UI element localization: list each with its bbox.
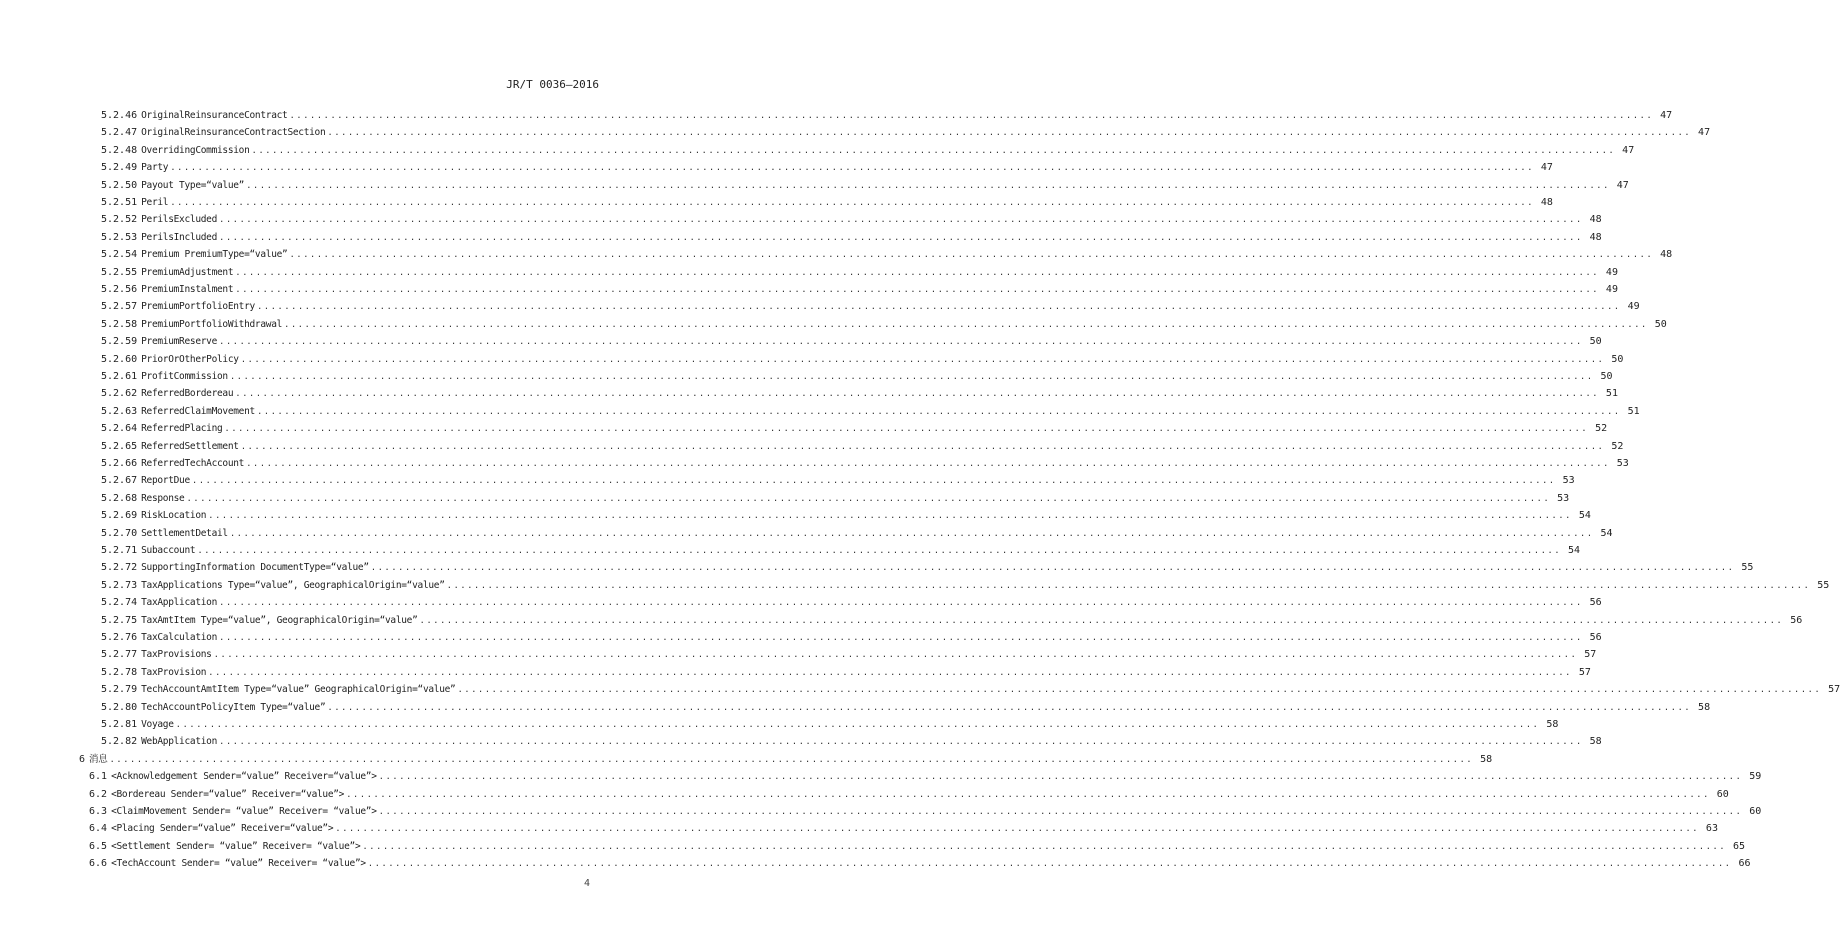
toc-entry-page: 58 xyxy=(1589,736,1602,748)
toc-entry-title: ReferredSettlement xyxy=(141,440,239,452)
toc-dot-leader: ........................................................................................................................................................................................................ xyxy=(235,285,1599,295)
toc-entry-page: 63 xyxy=(1705,823,1718,835)
toc-entry-title: Party xyxy=(141,162,169,174)
toc-entry-page: 53 xyxy=(1557,492,1570,504)
toc-entry-number: 5.2.63 xyxy=(101,405,138,417)
toc-entry-page: 50 xyxy=(1600,371,1613,382)
toc-entry-page: 49 xyxy=(1605,284,1618,295)
toc-dot-leader: ........................................................................................................................................................................................................ xyxy=(219,232,1583,243)
toc-dot-leader: ........................................................................................................................................................................................................ xyxy=(457,685,1822,696)
toc-entry-number: 5.2.72 xyxy=(101,562,138,574)
toc-entry-number: 5.2.65 xyxy=(101,440,138,452)
page-number: 4 xyxy=(583,878,590,889)
toc-entry-title: <Placing Sender=“value” Receiver=“value”> xyxy=(111,823,334,835)
toc-entry[interactable] xyxy=(101,456,1629,472)
toc-entry-page: 51 xyxy=(1627,405,1640,417)
toc-entry-number: 5.2.53 xyxy=(101,231,138,243)
toc-dot-leader: ........................................................................................................................................................................................................ xyxy=(378,772,1743,783)
toc-entry[interactable] xyxy=(101,700,1711,716)
toc-entry-page: 53 xyxy=(1562,475,1575,487)
toc-entry-number: 5.2.48 xyxy=(101,144,138,156)
toc-entry[interactable] xyxy=(101,613,1803,629)
toc-entry-number: 5.2.46 xyxy=(101,110,138,121)
toc-entry[interactable] xyxy=(101,369,1613,385)
toc-entry-title: PremiumAdjustment xyxy=(141,266,234,278)
toc-entry[interactable] xyxy=(89,769,1762,785)
toc-entry-number: 6.3 xyxy=(89,806,108,817)
toc-dot-leader: ........................................................................................................................................................................................................ xyxy=(224,424,1589,435)
toc-entry-title: ReferredTechAccount xyxy=(141,458,245,469)
toc-dot-leader: ........................................................................................................................................................................................................ xyxy=(219,737,1583,748)
toc-entry-page: 50 xyxy=(1589,336,1602,348)
toc-entry-title: SupportingInformation DocumentType=“value” xyxy=(141,562,369,574)
toc-entry-number: 6.1 xyxy=(89,771,108,783)
toc-entry[interactable] xyxy=(101,421,1608,437)
toc-entry[interactable] xyxy=(101,125,1711,141)
toc-dot-leader: ........................................................................................................................................................................................................ xyxy=(170,163,1534,174)
toc-entry-title: PremiumPortfolioWithdrawal xyxy=(141,318,283,330)
toc-dot-leader: ........................................................................................................................................................................................................ xyxy=(256,302,1621,313)
toc-dot-leader: ........................................................................................................................................................................................................ xyxy=(197,546,1562,556)
toc-entry-title: <ClaimMovement Sender= “value” Receiver= “value”> xyxy=(111,806,377,817)
toc-dot-leader: ........................................................................................................................................................................................................ xyxy=(335,824,1699,835)
toc-entry-number: 5.2.78 xyxy=(101,666,138,678)
toc-entry[interactable] xyxy=(101,230,1602,246)
toc-entry[interactable] xyxy=(101,195,1553,211)
toc-entry-title: <TechAccount Sender= “value” Receiver= “value”> xyxy=(111,858,366,870)
toc-entry-title: WebApplication xyxy=(141,736,217,748)
toc-entry[interactable] xyxy=(101,108,1673,124)
toc-entry-page: 58 xyxy=(1698,701,1711,713)
toc-entry[interactable] xyxy=(101,717,1559,733)
toc-entry-page: 51 xyxy=(1605,388,1618,400)
toc-entry-number: 5.2.47 xyxy=(101,127,138,139)
toc-entry-title: RiskLocation xyxy=(141,510,207,522)
toc-dot-leader: ........................................................................................................................................................................................................ xyxy=(240,441,1605,452)
toc-entry-title: Payout Type=“value” xyxy=(141,179,245,191)
toc-dot-leader: ........................................................................................................................................................................................................ xyxy=(367,859,1732,870)
toc-entry[interactable] xyxy=(89,839,1746,855)
toc-entry-title: OverridingCommission xyxy=(141,144,250,156)
toc-entry-number: 5.2.79 xyxy=(101,684,138,696)
toc-entry-number: 6.2 xyxy=(89,788,108,800)
toc-entry-title: <Bordereau Sender=“value” Receiver=“value”> xyxy=(111,788,345,800)
toc-entry-title: 消息 xyxy=(89,753,108,765)
toc-entry-title: <Acknowledgement Sender=“value” Receiver=“value”> xyxy=(111,771,377,783)
toc-dot-leader: ........................................................................................................................................................................................................ xyxy=(219,337,1583,348)
toc-entry[interactable] xyxy=(101,212,1602,228)
toc-entry[interactable] xyxy=(101,491,1570,507)
toc-entry-title: TaxApplications Type=“value”, GeographicalOrigin=“value” xyxy=(141,579,445,591)
toc-entry-number: 6 xyxy=(79,753,86,765)
toc-entry-number: 5.2.49 xyxy=(101,162,138,174)
toc-entry-page: 58 xyxy=(1546,719,1559,730)
toc-entry[interactable] xyxy=(101,473,1575,489)
toc-entry-title: Premium PremiumType=“value” xyxy=(141,249,288,261)
toc-entry-page: 48 xyxy=(1540,197,1553,208)
toc-entry-title: TechAccountPolicyItem Type=“value” xyxy=(141,701,326,713)
toc-entry-page: 57 xyxy=(1578,666,1591,678)
toc-entry[interactable] xyxy=(101,160,1553,176)
toc-entry-number: 5.2.54 xyxy=(101,249,138,261)
toc-entry[interactable] xyxy=(101,508,1591,524)
toc-entry-title: TaxAmtItem Type=“value”, GeographicalOrigin=“value” xyxy=(141,614,418,626)
toc-entry-page: 65 xyxy=(1733,840,1746,852)
toc-dot-leader: ........................................................................................................................................................................................................ xyxy=(419,615,1784,626)
toc-entry-title: ReferredBordereau xyxy=(141,388,234,400)
toc-entry[interactable] xyxy=(101,526,1613,542)
toc-entry-page: 48 xyxy=(1660,249,1673,261)
toc-entry-page: 54 xyxy=(1578,510,1591,522)
toc-dot-leader: ........................................................................................................................................................................................................ xyxy=(229,372,1594,382)
toc-entry-page: 58 xyxy=(1480,753,1493,765)
toc-dot-leader: ........................................................................................................................................................................................................ xyxy=(327,128,1692,139)
toc-entry-page: 48 xyxy=(1589,231,1602,243)
toc-dot-leader: ........................................................................................................................................................................................................ xyxy=(289,111,1654,121)
toc-dot-leader: ........................................................................................................................................................................................................ xyxy=(219,215,1583,226)
toc-entry-page: 55 xyxy=(1741,562,1754,574)
toc-entry-page: 54 xyxy=(1600,527,1613,539)
toc-dot-leader: ........................................................................................................................................................................................................ xyxy=(219,598,1583,609)
toc-entry-number: 5.2.69 xyxy=(101,510,138,522)
toc-entry-number: 5.2.52 xyxy=(101,214,138,226)
toc-dot-leader: ........................................................................................................................................................................................................ xyxy=(246,459,1610,469)
toc-entry-number: 6.5 xyxy=(89,840,108,852)
toc-entry-title: ReferredPlacing xyxy=(141,423,223,435)
toc-entry-page: 50 xyxy=(1654,318,1667,330)
toc-entry-title: ReportDue xyxy=(141,475,190,487)
toc-entry-title: ProfitCommission xyxy=(141,371,228,382)
toc-entry[interactable] xyxy=(101,595,1602,611)
toc-entry-number: 5.2.67 xyxy=(101,475,138,487)
toc-entry-page: 60 xyxy=(1716,788,1729,800)
toc-dot-leader: ........................................................................................................................................................................................................ xyxy=(229,528,1594,539)
toc-entry[interactable] xyxy=(101,317,1667,333)
toc-entry-page: 47 xyxy=(1622,144,1635,156)
toc-entry-title: OriginalReinsuranceContractSection xyxy=(141,127,326,139)
toc-entry[interactable] xyxy=(79,752,1493,768)
toc-entry[interactable] xyxy=(101,334,1602,350)
toc-entry[interactable] xyxy=(89,856,1751,872)
toc-entry-title: TaxProvision xyxy=(141,666,207,678)
toc-entry[interactable] xyxy=(101,299,1640,315)
toc-entry[interactable] xyxy=(101,143,1635,159)
toc-dot-leader: ........................................................................................................................................................................................................ xyxy=(346,789,1710,800)
toc-entry-title: PremiumPortfolioEntry xyxy=(141,301,255,313)
toc-entry-page: 48 xyxy=(1589,214,1602,226)
toc-dot-leader: ........................................................................................................................................................................................................ xyxy=(362,841,1727,852)
toc-entry-number: 5.2.82 xyxy=(101,736,138,748)
toc-entry-title: TechAccountAmtItem Type=“value” GeographicalOrigin=“value” xyxy=(141,684,456,696)
toc-entry-title: PriorOrOtherPolicy xyxy=(141,353,239,365)
toc-entry-title: PremiumReserve xyxy=(141,336,217,348)
toc-entry-number: 5.2.50 xyxy=(101,179,138,191)
toc-entry-title: PerilsIncluded xyxy=(141,231,217,243)
toc-entry-title: <Settlement Sender= “value” Receiver= “value”> xyxy=(111,840,361,852)
toc-entry[interactable] xyxy=(101,178,1629,194)
toc-entry-number: 5.2.57 xyxy=(101,301,138,313)
toc-entry-page: 47 xyxy=(1698,127,1711,139)
toc-entry-page: 56 xyxy=(1589,632,1602,643)
toc-entry-number: 5.2.80 xyxy=(101,701,138,713)
toc-entry-number: 5.2.76 xyxy=(101,632,138,643)
toc-entry[interactable] xyxy=(89,787,1729,803)
toc-entry-number: 5.2.60 xyxy=(101,353,138,365)
toc-entry-title: PerilsExcluded xyxy=(141,214,217,226)
toc-entry-number: 5.2.68 xyxy=(101,492,138,504)
toc-entry-page: 47 xyxy=(1540,162,1553,174)
toc-entry-number: 5.2.73 xyxy=(101,579,138,591)
toc-entry-title: PremiumInstalment xyxy=(141,284,234,295)
toc-dot-leader: ........................................................................................................................................................................................................ xyxy=(109,754,1474,765)
toc-entry-number: 5.2.64 xyxy=(101,423,138,435)
toc-entry-title: SettlementDetail xyxy=(141,527,228,539)
toc-entry-title: Peril xyxy=(141,197,169,208)
toc-entry-page: 55 xyxy=(1817,579,1830,591)
toc-entry-title: TaxProvisions xyxy=(141,649,212,661)
toc-entry-number: 5.2.56 xyxy=(101,284,138,295)
toc-dot-leader: ........................................................................................................................................................................................................ xyxy=(170,198,1534,208)
toc-entry[interactable] xyxy=(101,386,1618,402)
toc-dot-leader: ........................................................................................................................................................................................................ xyxy=(235,267,1599,278)
toc-entry-page: 57 xyxy=(1584,649,1597,661)
toc-entry-page: 52 xyxy=(1611,440,1624,452)
toc-entry-page: 47 xyxy=(1616,179,1629,191)
toc-entry[interactable] xyxy=(101,647,1597,663)
toc-entry[interactable] xyxy=(101,543,1581,559)
toc-entry-number: 5.2.77 xyxy=(101,649,138,661)
toc-entry-page: 57 xyxy=(1828,684,1840,696)
toc-entry[interactable] xyxy=(101,682,1840,698)
toc-entry-number: 6.4 xyxy=(89,823,108,835)
toc-entry[interactable] xyxy=(101,665,1591,681)
standard-code-header: JR/T 0036—2016 xyxy=(506,78,599,91)
toc-entry-page: 54 xyxy=(1567,545,1581,556)
toc-entry-number: 6.6 xyxy=(89,858,108,870)
toc-dot-leader: ........................................................................................................................................................................................................ xyxy=(191,476,1556,487)
toc-entry-number: 5.2.74 xyxy=(101,597,138,609)
toc-entry-title: Response xyxy=(141,492,185,504)
toc-entry-title: TaxApplication xyxy=(141,597,217,609)
toc-dot-leader: ........................................................................................................................................................................................................ xyxy=(208,511,1572,522)
toc-entry[interactable] xyxy=(101,404,1640,420)
toc-entry[interactable] xyxy=(101,560,1754,576)
toc-dot-leader: ........................................................................................................................................................................................................ xyxy=(327,702,1692,713)
toc-dot-leader: ........................................................................................................................................................................................................ xyxy=(219,633,1583,643)
toc-entry-page: 50 xyxy=(1611,353,1624,365)
toc-entry-page: 66 xyxy=(1738,858,1751,870)
toc-entry-number: 5.2.59 xyxy=(101,336,138,348)
toc-entry-page: 52 xyxy=(1595,423,1608,435)
toc-entry-title: ReferredClaimMovement xyxy=(141,405,255,417)
toc-entry-number: 5.2.62 xyxy=(101,388,138,400)
toc-entry-title: Voyage xyxy=(141,719,174,730)
toc-entry-page: 53 xyxy=(1616,458,1629,469)
toc-entry-page: 56 xyxy=(1790,614,1803,626)
toc-dot-leader: ........................................................................................................................................................................................................ xyxy=(284,319,1648,330)
toc-entry-title: TaxCalculation xyxy=(141,632,217,643)
toc-dot-leader: ........................................................................................................................................................................................................ xyxy=(256,406,1621,417)
toc-entry-number: 5.2.66 xyxy=(101,458,138,469)
toc-entry-page: 60 xyxy=(1749,806,1762,817)
toc-dot-leader: ........................................................................................................................................................................................................ xyxy=(186,493,1551,504)
toc-entry-number: 5.2.71 xyxy=(101,545,138,556)
toc-dot-leader: ........................................................................................................................................................................................................ xyxy=(251,145,1616,156)
toc-dot-leader: ........................................................................................................................................................................................................ xyxy=(446,580,1811,591)
toc-entry-number: 5.2.61 xyxy=(101,371,138,382)
toc-dot-leader: ........................................................................................................................................................................................................ xyxy=(175,720,1540,730)
toc-entry[interactable] xyxy=(89,821,1718,837)
toc-entry-title: Subaccount xyxy=(141,545,196,556)
toc-dot-leader: ........................................................................................................................................................................................................ xyxy=(208,667,1572,678)
toc-entry-number: 5.2.75 xyxy=(101,614,138,626)
toc-entry-number: 5.2.81 xyxy=(101,719,138,730)
toc-entry[interactable] xyxy=(89,804,1762,820)
toc-dot-leader: ........................................................................................................................................................................................................ xyxy=(289,250,1654,261)
toc-entry[interactable] xyxy=(101,439,1624,455)
toc-dot-leader: ........................................................................................................................................................................................................ xyxy=(213,650,1578,661)
toc-entry-number: 5.2.58 xyxy=(101,318,138,330)
toc-dot-leader: ........................................................................................................................................................................................................ xyxy=(235,389,1599,400)
toc-entry-page: 49 xyxy=(1627,301,1640,313)
toc-entry-number: 5.2.70 xyxy=(101,527,138,539)
toc-entry-number: 5.2.51 xyxy=(101,197,138,208)
toc-dot-leader: ........................................................................................................................................................................................................ xyxy=(378,807,1743,817)
toc-entry[interactable] xyxy=(101,630,1602,646)
toc-entry[interactable] xyxy=(101,734,1602,750)
toc-dot-leader: ........................................................................................................................................................................................................ xyxy=(246,180,1610,191)
toc-entry[interactable] xyxy=(101,578,1830,594)
toc-entry-page: 59 xyxy=(1749,771,1762,783)
toc-entry-page: 47 xyxy=(1660,110,1673,121)
toc-entry-number: 5.2.55 xyxy=(101,266,138,278)
toc-entry[interactable] xyxy=(101,265,1618,281)
toc-entry-title: OriginalReinsuranceContract xyxy=(141,110,288,121)
toc-entry[interactable] xyxy=(101,247,1673,263)
toc-dot-leader: ........................................................................................................................................................................................................ xyxy=(370,563,1735,574)
toc-entry[interactable] xyxy=(101,352,1624,368)
toc-entry-page: 49 xyxy=(1605,266,1618,278)
toc-dot-leader: ........................................................................................................................................................................................................ xyxy=(240,354,1605,365)
toc-entry[interactable] xyxy=(101,282,1618,298)
toc-entry-page: 56 xyxy=(1589,597,1602,609)
